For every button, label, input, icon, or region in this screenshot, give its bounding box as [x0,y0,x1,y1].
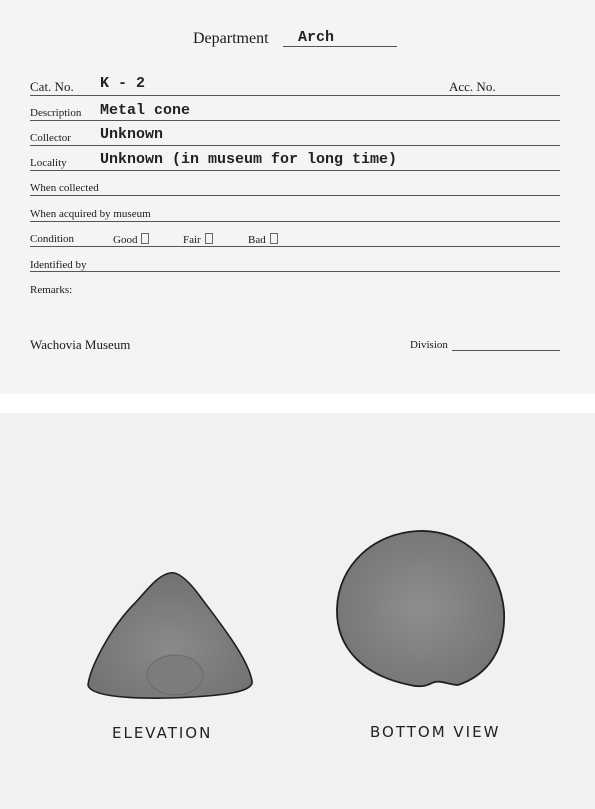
description-value: Metal cone [100,102,191,119]
museum-name: Wachovia Museum [30,337,131,352]
description-line [30,120,560,121]
locality-label: Locality [30,157,67,169]
elevation-drawing [88,573,252,698]
identified-by-line [30,271,560,272]
collector-line [30,145,560,146]
when-acquired-line [30,221,560,222]
condition-label: Condition [30,233,75,245]
cat-no-line [30,95,560,96]
cat-no-label: Cat. No. [30,79,74,94]
condition-fair-checkbox [205,233,213,244]
condition-fair-label: Fair [183,234,201,246]
condition-good-option [113,233,149,246]
division-line [452,350,560,351]
description-label: Description [30,107,82,119]
condition-bad-option [248,233,278,246]
department-label: Department [193,30,269,47]
remarks-label: Remarks: [30,284,73,296]
catalog-card-back [0,413,595,809]
elevation-caption: ELEVATION [112,724,213,742]
artifact-drawings [0,413,595,809]
disc-bottom-shape [337,531,504,686]
department-underline [283,46,397,47]
condition-bad-label: Bad [248,234,266,246]
catalog-card-front [0,0,595,394]
bottom-view-caption: BOTTOM VIEW [370,723,501,741]
when-collected-label: When collected [30,182,99,194]
condition-fair-option [183,233,213,246]
when-acquired-label: When acquired by museum [30,208,151,220]
identified-by-label: Identified by [30,259,87,271]
when-collected-line [30,195,560,196]
condition-good-checkbox [141,233,149,244]
bottom-view-drawing [337,531,504,686]
condition-bad-checkbox [270,233,278,244]
condition-good-label: Good [113,234,138,246]
collector-value: Unknown [100,126,164,143]
locality-line [30,170,560,171]
cone-base-mark [147,655,203,695]
collector-label: Collector [30,132,71,144]
condition-line [30,246,560,247]
department-value: Arch [298,29,335,46]
cat-no-value: K - 2 [100,75,146,92]
locality-value: Unknown (in museum for long time) [100,151,398,168]
acc-no-label: Acc. No. [449,79,496,94]
division-label: Division [410,339,448,351]
